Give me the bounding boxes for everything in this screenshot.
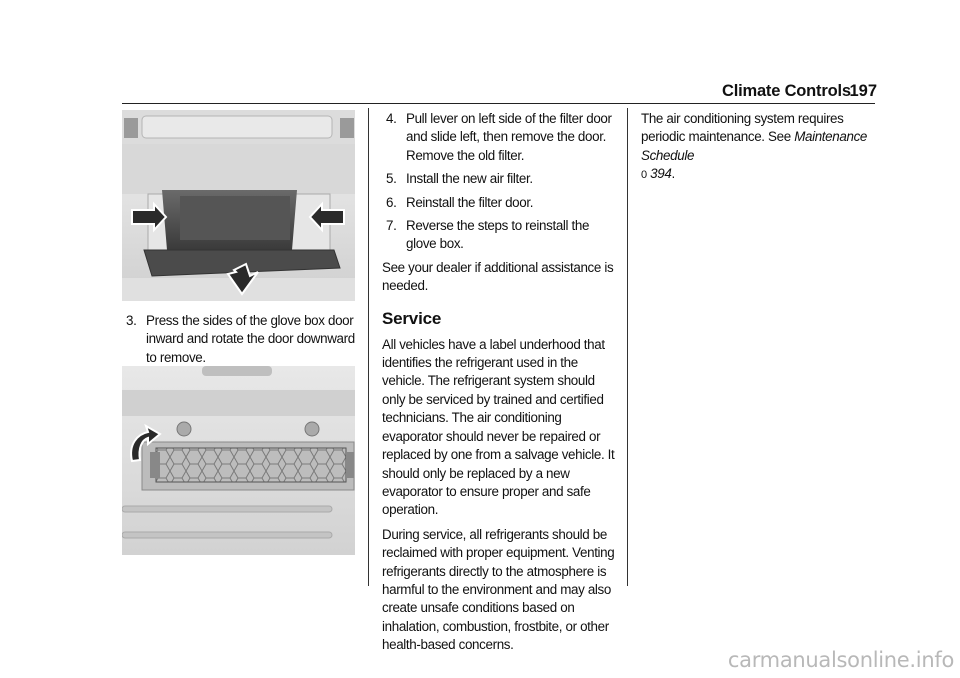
step-text: Press the sides of the glove box door inward and rotate the door downward to remove. (146, 313, 355, 365)
page-header (722, 82, 877, 104)
step-number: 6. (386, 194, 397, 210)
step-number: 5. (386, 171, 397, 187)
right-column (641, 110, 877, 191)
service-paragraph-2: During service, all refrigerants should be reclaimed with proper equipment. Venting refrigerants directly to the atmosphere is harmful to the environment and may also create unsafe conditions based on inhalation, combustion, frostbite, or other health-based concerns. (382, 526, 615, 653)
left-column-text (122, 312, 360, 372)
maintenance-paragraph (641, 110, 877, 185)
service-paragraph-1: All vehicles have a label underhood that identifies the refrigerant used in the vehicle. The refrigerant system should only be serviced by trained and certified technicians. The air conditioning evaporator should never be repaired or replaced by one from a salvage vehicle. It should only be replaced by a new evaporator to ensure proper and safe operation. (382, 336, 615, 518)
page-reference-number[interactable]: 394 (650, 166, 672, 182)
maintenance-schedule-link[interactable]: Maintenance Schedule (641, 129, 868, 163)
filter-door-figure (122, 366, 355, 555)
middle-column (382, 110, 618, 661)
page-reference-icon: 0 (641, 169, 647, 182)
step-7 (382, 217, 618, 254)
step-4 (382, 110, 618, 165)
page-number: 197 (849, 82, 877, 100)
step-3 (122, 312, 360, 367)
dealer-note: See your dealer if additional assistance is needed. (382, 259, 614, 294)
section-title-header: Climate Controls (722, 82, 851, 100)
service-heading: Service (382, 308, 442, 328)
step-text: Reverse the steps to reinstall the glove box. (406, 218, 590, 252)
step-text: Reinstall the filter door. (406, 194, 534, 210)
column-divider-1 (368, 108, 369, 586)
step-number: 3. (126, 313, 137, 328)
maintenance-text: The air conditioning system requires periodic maintenance. See (641, 111, 844, 145)
step-5 (382, 170, 618, 188)
step-number: 4. (386, 111, 397, 126)
column-divider-2 (627, 108, 628, 586)
step-text: Install the new air filter. (406, 171, 533, 187)
glove-box-figure (122, 110, 355, 301)
step-number: 7. (386, 218, 397, 234)
step-6 (382, 194, 618, 212)
watermark-logo: carmanualsonline.info (727, 648, 954, 672)
period: . (671, 166, 675, 182)
step-text: Pull lever on left side of the filter door and slide left, then remove the door. Remove the old filter. (406, 111, 612, 163)
header-rule (122, 103, 875, 104)
